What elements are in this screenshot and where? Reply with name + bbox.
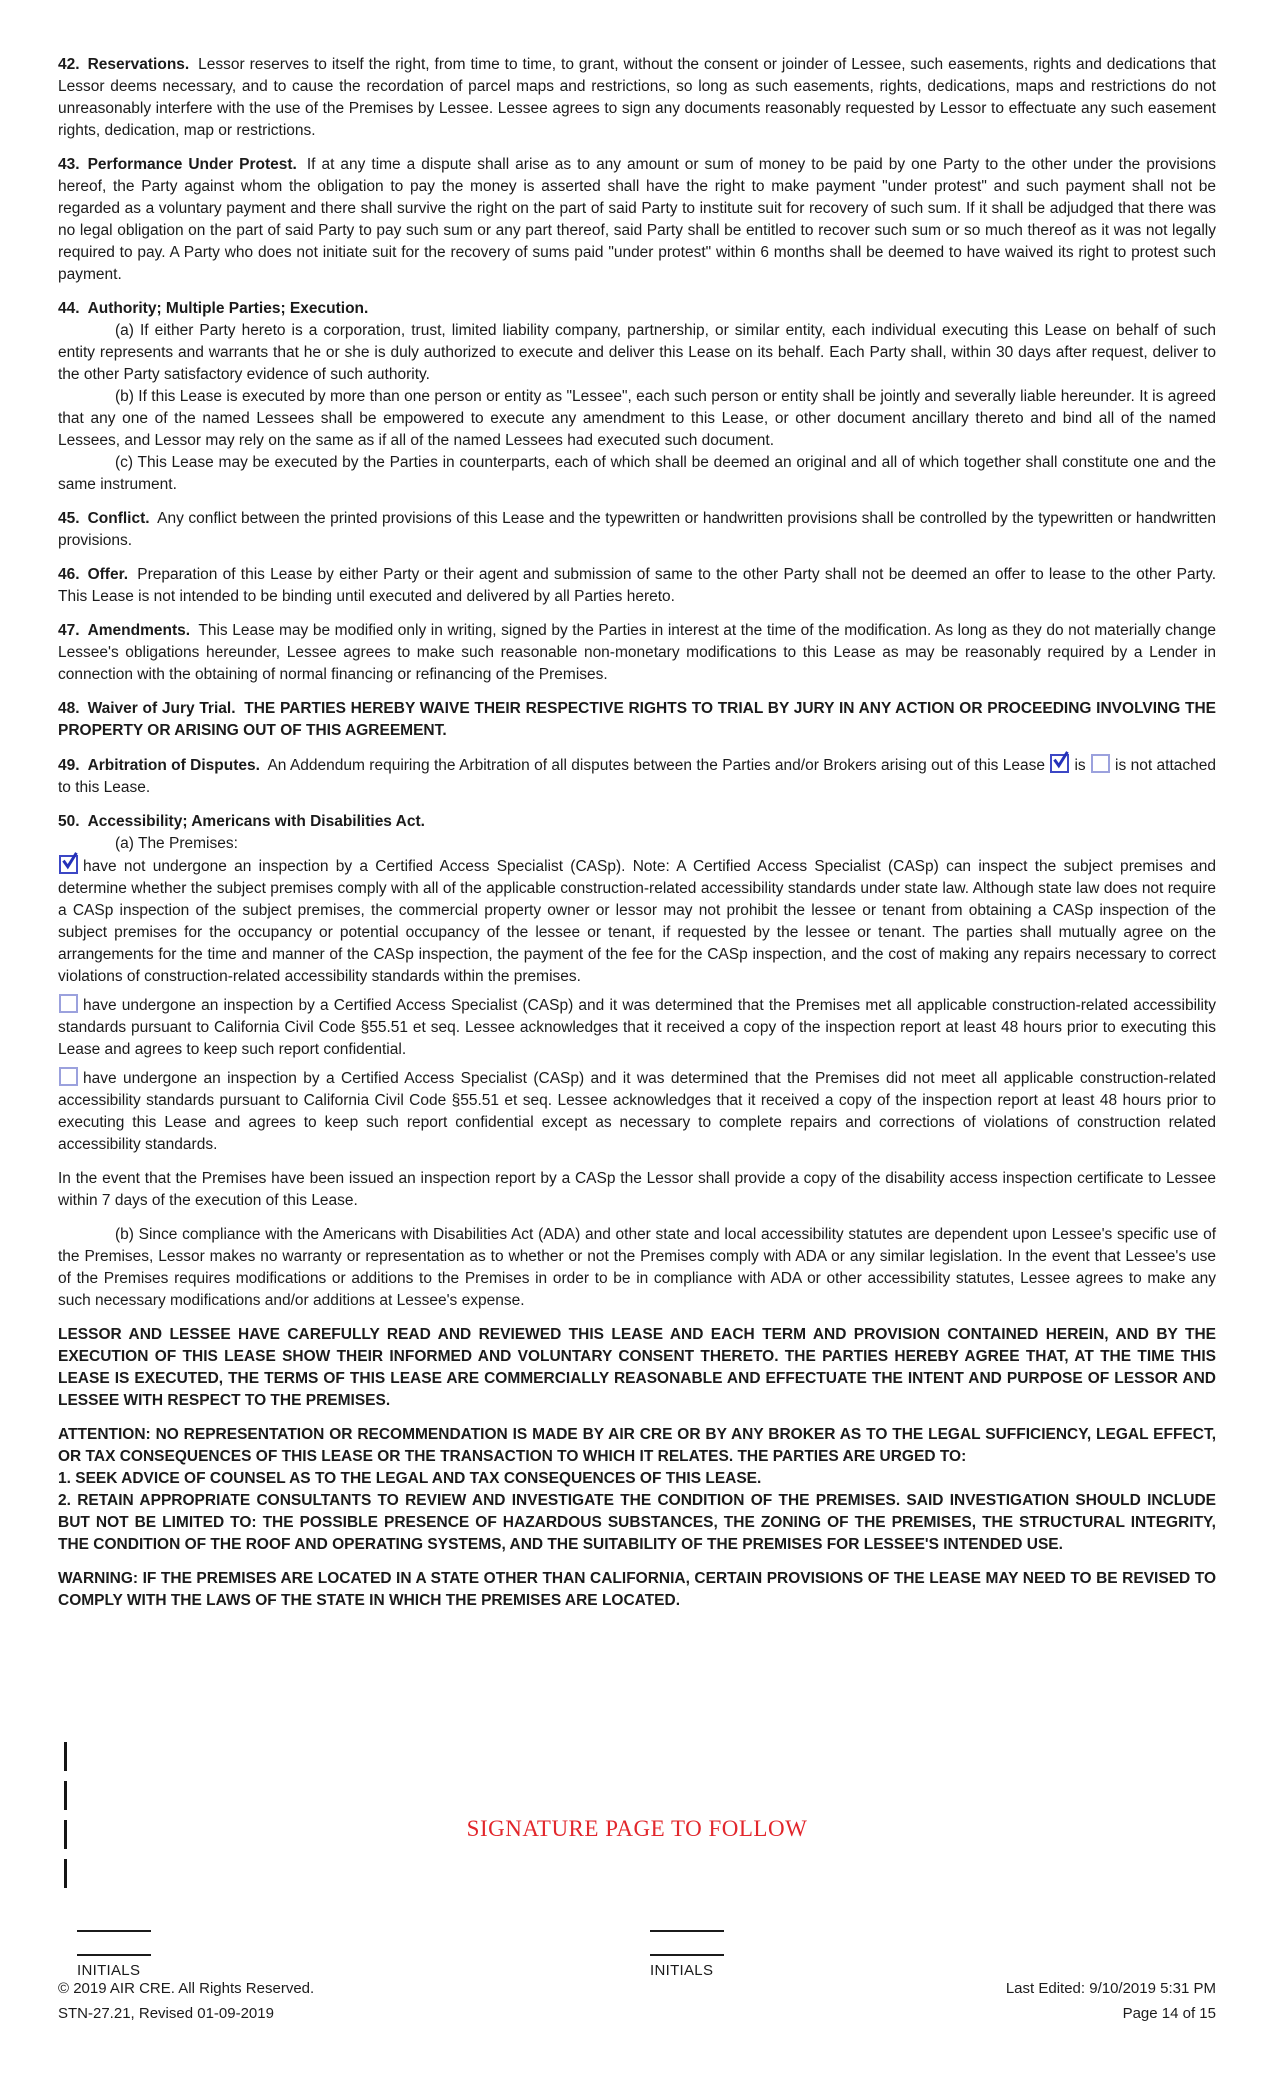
clause-49-number: 49. <box>58 757 80 774</box>
attention-notice: ATTENTION: NO REPRESENTATION OR RECOMMENDATION IS MADE BY AIR CRE OR BY ANY BROKER AS TO THE LEGAL SUFFICIENCY, LEGAL EFFECT, OR TAX CONSEQUENCES OF THIS LEASE OR THE TRANSACTION TO WHICH IT RELATES. THE PARTIES ARE URGED TO: <box>58 1426 1216 1465</box>
clause-42 <box>58 54 1216 142</box>
clause-48-number: 48. <box>58 700 80 717</box>
page-number-text: Page 14 of 15 <box>1122 2005 1216 2022</box>
casp-option-inspected-met-text: have undergone an inspection by a Certified Access Specialist (CASp) and it was determined that the Premises met all applicable construction-related accessibility standards pursuant to California Civil Code §55.51 et seq. Lessee acknowledges that it received a copy of the inspection report at least 48 hours prior to executing this Lease and agrees to keep such report confidential. <box>58 997 1216 1058</box>
clause-44b: (b) If this Lease is executed by more than one person or entity as "Lessee", each such person or entity shall be jointly and severally liable hereunder. It is agreed that any one of the named Lessees shall be empowered to execute any amendment to this Lease, or other document ancillary thereto and bind all of the named Lessees, and Lessor may rely on the same as if all of the named Lessees had executed such document. <box>58 388 1216 449</box>
casp-not-inspected-checkbox[interactable] <box>59 855 78 874</box>
lessor-lessee-acknowledgment: LESSOR AND LESSEE HAVE CAREFULLY READ AND REVIEWED THIS LEASE AND EACH TERM AND PROVISION CONTAINED HEREIN, AND BY THE EXECUTION OF THIS LEASE SHOW THEIR INFORMED AND VOLUNTARY CONSENT THERETO. THE PARTIES HEREBY AGREE THAT, AT THE TIME THIS LEASE IS EXECUTED, THE TERMS OF THIS LEASE ARE COMMERCIALLY REASONABLE AND EFFECTUATE THE INTENT AND PURPOSE OF LESSOR AND LESSEE WITH RESPECT TO THE PREMISES. <box>58 1326 1216 1409</box>
clause-44-title: Authority; Multiple Parties; Execution. <box>87 300 369 317</box>
initials-signature-line[interactable] <box>650 1932 724 1956</box>
arbitration-is-not-label: is not attached to this Lease. <box>58 757 1216 796</box>
clause-44c: (c) This Lease may be executed by the Parties in counterparts, each of which shall be deemed an original and all of which together shall constitute one and the same instrument. <box>58 454 1216 493</box>
casp-option-inspected-not-met-text: have undergone an inspection by a Certified Access Specialist (CASp) and it was determined that the Premises did not meet all applicable construction-related accessibility standards pursuant to California Civil Code §55.51 et seq. Lessee acknowledges that it received a copy of the inspection report at least 48 hours prior to executing this Lease and agrees to keep such report confidential except as necessary to complete repairs and corrections of violations of construction related accessibility standards. <box>58 1070 1216 1153</box>
clause-49 <box>58 754 1216 799</box>
clause-45-title: Conflict. <box>87 510 150 527</box>
clause-43-body: If at any time a dispute shall arise as to any amount or sum of money to be paid by one Party to the other under the provisions hereof, the Party against whom the obligation to pay the money is asserted shall have the right to make payment "under protest" and such payment shall not be regarded as a voluntary payment and there shall survive the right on the part of said Party to institute suit for recovery of such sum. If it shall be adjudged that there was no legal obligation on the part of said Party to pay such sum or any part thereof, said Party shall be entitled to recover such sum or so much thereof as it was not legally required to pay. A Party who does not initiate suit for the recovery of sums paid "under protest" within 6 months shall be deemed to have waived its right to protest such payment. <box>58 156 1216 283</box>
clause-48 <box>58 698 1216 742</box>
clause-44-number: 44. <box>58 300 80 317</box>
initials-label: INITIALS <box>650 1962 714 1979</box>
clause-43 <box>58 154 1216 286</box>
clause-42-body: Lessor reserves to itself the right, from time to time, to grant, without the consent or joinder of Lessee, such easements, rights and dedications that Lessor deems necessary, and to cause the recordation of parcel maps and restrictions, so long as such easements, rights, dedications, maps and restrictions do not unreasonably interfere with the use of the Premises by Lessee. Lessee agrees to sign any documents reasonably requested by Lessor to effectuate any such easement rights, dedication, map or restrictions. <box>58 56 1216 139</box>
clause-48-body: THE PARTIES HEREBY WAIVE THEIR RESPECTIVE RIGHTS TO TRIAL BY JURY IN ANY ACTION OR PROCEEDING INVOLVING THE PROPERTY OR ARISING OUT OF THIS AGREEMENT. <box>58 700 1216 739</box>
clause-50b: (b) Since compliance with the Americans with Disabilities Act (ADA) and other state and local accessibility statutes are dependent upon Lessee's specific use of the Premises, Lessor makes no warranty or representation as to whether or not the Premises comply with ADA or any similar legislation. In the event that Lessee's use of the Premises requires modifications or additions to the Premises in order to be in compliance with ADA or other accessibility statutes, Lessee agrees to make any such necessary modifications and/or additions at Lessee's expense. <box>58 1226 1216 1309</box>
initials-signature-line[interactable] <box>77 1908 151 1932</box>
casp-inspected-met-checkbox[interactable] <box>59 994 78 1013</box>
copyright-text: © 2019 AIR CRE. All Rights Reserved. <box>58 1980 315 1997</box>
clause-50-number: 50. <box>58 813 80 830</box>
casp-option-inspected-not-met <box>58 1067 1216 1156</box>
arbitration-not-attached-checkbox[interactable] <box>1091 754 1110 773</box>
initials-block-lessee <box>650 1908 724 1982</box>
clause-50a-heading: (a) The Premises: <box>115 835 238 852</box>
clause-43-title: Performance Under Protest. <box>87 156 297 173</box>
revision-bar <box>64 1859 67 1888</box>
clause-49-title: Arbitration of Disputes. <box>87 757 260 774</box>
casp-option-not-inspected-text: have not undergone an inspection by a Certified Access Specialist (CASp). Note: A Certified Access Specialist (CASp) can inspect the subject premises and determine whether the subject premises comply with all of the applicable construction-related accessibility standards under state law. Although state law does not require a CASp inspection of the subject premises, the commercial property owner or lessor may not prohibit the lessee or tenant from obtaining a CASp inspection of the subject premises for the occupancy or potential occupancy of the lessee or tenant, if requested by the lessee or tenant. The parties shall mutually agree on the arrangements for the time and manner of the CASp inspection, the payment of the fee for the CASp inspection, and the cost of making any repairs necessary to correct violations of construction-related accessibility standards within the premises. <box>58 858 1216 985</box>
clause-46-body: Preparation of this Lease by either Party or their agent and submission of same to the other Party shall not be deemed an offer to lease to the other Party. This Lease is not intended to be binding until executed and delivered by all Parties hereto. <box>58 566 1216 605</box>
clause-47-number: 47. <box>58 622 80 639</box>
clause-42-title: Reservations. <box>87 56 190 73</box>
clause-42-number: 42. <box>58 56 80 73</box>
casp-option-inspected-met <box>58 994 1216 1061</box>
clause-49-body: An Addendum requiring the Arbitration of all disputes between the Parties and/or Brokers arising out of this Lease <box>267 757 1046 774</box>
revision-bar <box>64 1781 67 1810</box>
attention-item-2: 2. RETAIN APPROPRIATE CONSULTANTS TO REVIEW AND INVESTIGATE THE CONDITION OF THE PREMISES. SAID INVESTIGATION SHOULD INCLUDE BUT NOT BE LIMITED TO: THE POSSIBLE PRESENCE OF HAZARDOUS SUBSTANCES, THE ZONING OF THE PREMISES, THE STRUCTURAL INTEGRITY, THE CONDITION OF THE ROOF AND OPERATING SYSTEMS, AND THE SUITABILITY OF THE PREMISES FOR LESSEE'S INTENDED USE. <box>58 1492 1216 1553</box>
arbitration-is-label: is <box>1074 757 1086 774</box>
clause-46-title: Offer. <box>87 566 129 583</box>
initials-signature-line[interactable] <box>650 1908 724 1932</box>
clause-45 <box>58 508 1216 552</box>
initials-signature-line[interactable] <box>77 1932 151 1956</box>
document-body <box>58 54 1216 1624</box>
clause-44a: (a) If either Party hereto is a corporation, trust, limited liability company, partnership, or similar entity, each individual executing this Lease on behalf of such entity represents and warrants that he or she is duly authorized to execute and deliver this Lease on its behalf. Each Party shall, within 30 days after request, deliver to the other Party satisfactory evidence of such authority. <box>58 322 1216 383</box>
clause-45-number: 45. <box>58 510 80 527</box>
clause-47 <box>58 620 1216 686</box>
signature-page-notice: SIGNATURE PAGE TO FOLLOW <box>466 1816 808 1841</box>
clause-46-number: 46. <box>58 566 80 583</box>
initials-label: INITIALS <box>77 1962 141 1979</box>
warning-notice: WARNING: IF THE PREMISES ARE LOCATED IN A STATE OTHER THAN CALIFORNIA, CERTAIN PROVISIONS OF THE LEASE MAY NEED TO BE REVISED TO COMPLY WITH THE LAWS OF THE STATE IN WHICH THE PREMISES ARE LOCATED. <box>58 1570 1216 1609</box>
casp-report-notice: In the event that the Premises have been issued an inspection report by a CASp the Lessor shall provide a copy of the disability access inspection certificate to Lessee within 7 days of the execution of this Lease. <box>58 1170 1216 1209</box>
clause-50-heading <box>58 811 1216 833</box>
clause-46 <box>58 564 1216 608</box>
clause-47-body: This Lease may be modified only in writing, signed by the Parties in interest at the time of the modification. As long as they do not materially change Lessee's obligations hereunder, Lessee agrees to make such reasonable non-monetary modifications to this Lease as may be reasonably required by a Lender in connection with the obtaining of normal financing or refinancing of the Premises. <box>58 622 1216 683</box>
casp-option-not-inspected <box>58 855 1216 988</box>
revision-bar <box>64 1742 67 1771</box>
clause-43-number: 43. <box>58 156 80 173</box>
clause-44-heading <box>58 298 1216 320</box>
clause-48-title: Waiver of Jury Trial. <box>87 700 236 717</box>
clause-50-title: Accessibility; Americans with Disabilities Act. <box>87 813 425 830</box>
initials-block-lessor <box>77 1908 151 1982</box>
last-edited-text: Last Edited: 9/10/2019 5:31 PM <box>1005 1980 1216 1997</box>
attention-item-1: 1. SEEK ADVICE OF COUNSEL AS TO THE LEGAL AND TAX CONSEQUENCES OF THIS LEASE. <box>58 1470 762 1487</box>
arbitration-attached-checkbox[interactable] <box>1050 754 1069 773</box>
clause-47-title: Amendments. <box>87 622 191 639</box>
clause-45-body: Any conflict between the printed provisions of this Lease and the typewritten or handwritten provisions shall be controlled by the typewritten or handwritten provisions. <box>58 510 1217 549</box>
form-id-text: STN-27.21, Revised 01-09-2019 <box>58 2005 274 2022</box>
casp-inspected-not-met-checkbox[interactable] <box>59 1067 78 1086</box>
